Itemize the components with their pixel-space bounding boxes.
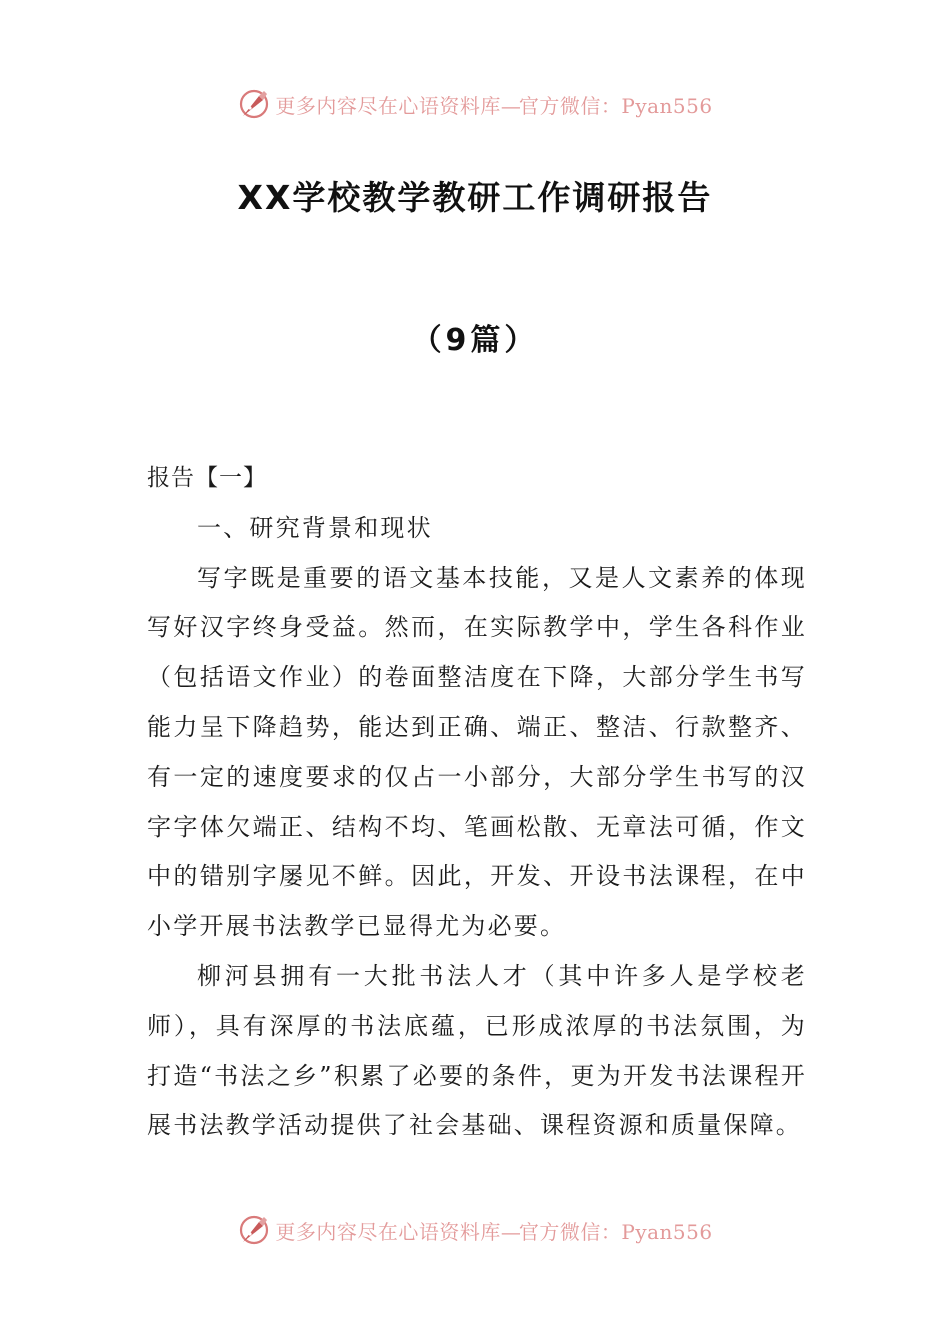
report-label: 报告【一】 [147, 465, 267, 491]
watermark-text: 更多内容尽在心语资料库—官方微信：Pyan556 [275, 1219, 713, 1244]
watermark-banner-top [0, 84, 950, 124]
document-subtitle: （9篇） [411, 323, 539, 358]
document-body [147, 454, 807, 1151]
document-title: XX学校教学教研工作调研报告 [237, 178, 713, 217]
watermark-text: 更多内容尽在心语资料库—官方微信：Pyan556 [275, 93, 713, 118]
watermark-banner-bottom [0, 1210, 950, 1250]
section-heading: 一、研究背景和现状 [197, 513, 433, 542]
body-paragraph: 写字既是重要的语文基本技能，又是人文素养的体现写好汉字终身受益。然而，在实际教学中，学生各科作业（包括语文作业）的卷面整洁度在下降，大部分学生书写能力呈下降趋势，能达到正确、端正、整洁、行款整齐、有一定的速度要求的仅占一小部分，大部分学生书写的汉字字体欠端正、结构不均、笔画松散、无章法可循，作文中的错别字屡见不鲜。因此，开发、开设书法课程，在中小学开展书法教学已显得尤为必要。 [147, 563, 807, 941]
pen-nib-logo-icon [237, 1213, 271, 1247]
pen-nib-logo-icon [237, 87, 271, 121]
body-paragraph: 柳河县拥有一大批书法人才（其中许多人是学校老师），具有深厚的书法底蕴，已形成浓厚的书法氛围，为打造“书法之乡”积累了必要的条件，更为开发书法课程开展书法教学活动提供了社会基础、课程资源和质量保障。 [147, 961, 807, 1140]
